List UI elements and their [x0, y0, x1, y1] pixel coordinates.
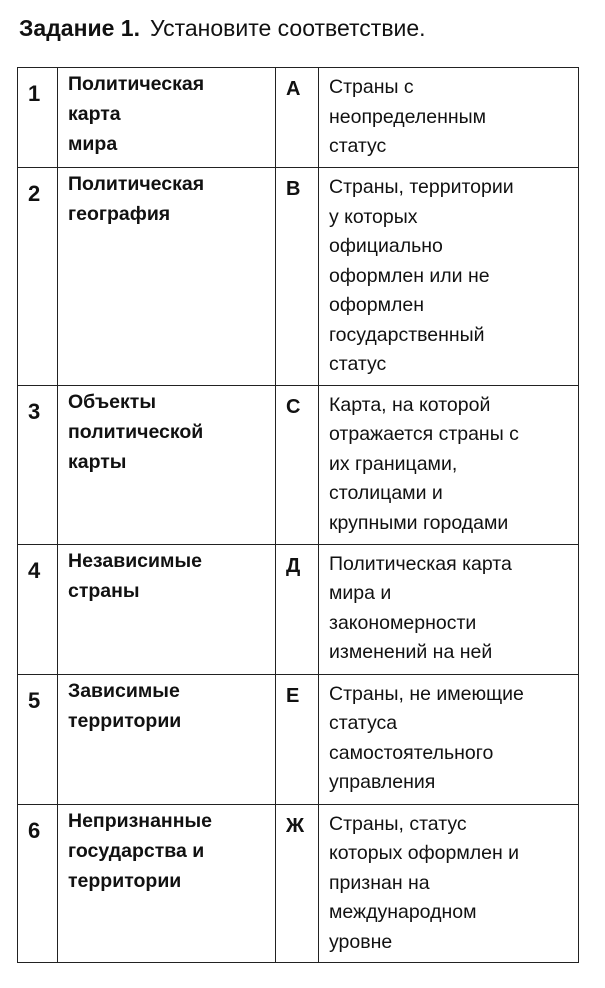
term-line: география [68, 203, 171, 225]
definition-line: отражается страны с [329, 423, 519, 445]
term-cell [58, 804, 276, 963]
definition-line: государственный [329, 323, 485, 346]
task-heading [19, 13, 426, 43]
option-letter: Е [276, 674, 319, 804]
option-letter: В [276, 168, 319, 386]
definition-line: уровне [329, 930, 393, 953]
table-row [18, 68, 579, 168]
definition-cell [319, 674, 579, 804]
definition-line: столицами и [329, 482, 443, 504]
definition-line: неопределенным [329, 105, 487, 128]
definition-line: признан на [329, 871, 430, 894]
definition-line: статус [329, 353, 387, 375]
task-instruction: Установите соответствие. [150, 15, 426, 41]
term-line: политической [68, 420, 204, 443]
term-line: Политическая [68, 73, 205, 95]
row-number: 4 [18, 544, 58, 674]
term-line: страны [68, 579, 140, 602]
definition-line: которых оформлен и [329, 842, 520, 864]
definition-line: изменений на ней [329, 641, 493, 663]
option-letter: С [276, 385, 319, 544]
term-line: карта [68, 103, 121, 125]
row-number: 1 [18, 68, 58, 168]
table-row [18, 674, 579, 804]
term-cell [58, 68, 276, 168]
row-number: 3 [18, 385, 58, 544]
row-number: 5 [18, 674, 58, 804]
option-letter: Д [276, 544, 319, 674]
term-line: Непризнанные [68, 809, 212, 832]
option-letter: Ж [276, 804, 319, 963]
term-line: территории [68, 709, 182, 732]
row-number: 6 [18, 804, 58, 963]
definition-line: управления [329, 771, 436, 793]
definition-line: у которых [329, 205, 418, 228]
table-row [18, 804, 579, 963]
matching-table [17, 67, 579, 963]
term-line: карты [68, 450, 127, 473]
definition-line: оформлен [329, 294, 424, 316]
definition-line: статуса [329, 712, 398, 734]
row-number: 2 [18, 168, 58, 386]
term-cell [58, 385, 276, 544]
definition-line: Страны с [329, 76, 414, 98]
definition-line: официально [329, 235, 443, 257]
definition-line: Политическая карта [329, 552, 512, 575]
option-letter: А [276, 68, 319, 168]
definition-line: мира и [329, 582, 392, 604]
definition-cell [319, 544, 579, 674]
task-label: Задание 1. [19, 15, 140, 41]
term-line: территории [68, 869, 182, 892]
definition-line: их границами, [329, 452, 458, 475]
definition-cell [319, 804, 579, 963]
table-row [18, 544, 579, 674]
definition-line: Страны, статус [329, 812, 467, 835]
term-line: Независимые [68, 549, 202, 572]
term-line: Зависимые [68, 679, 180, 702]
term-line: мира [68, 133, 118, 155]
term-line: государства и [68, 839, 205, 862]
term-line: Объекты [68, 390, 156, 413]
term-cell [58, 674, 276, 804]
matching-table-body [18, 68, 579, 963]
definition-line: Страны, не имеющие [329, 682, 524, 705]
table-row [18, 385, 579, 544]
definition-line: самостоятельного [329, 741, 494, 764]
definition-cell [319, 385, 579, 544]
term-cell [58, 168, 276, 386]
definition-line: статус [329, 135, 387, 157]
term-line: Политическая [68, 173, 205, 195]
table-row [18, 168, 579, 386]
definition-cell [319, 168, 579, 386]
definition-line: Страны, территории [329, 176, 514, 198]
definition-line: закономерности [329, 611, 477, 634]
term-cell [58, 544, 276, 674]
definition-line: крупными городами [329, 511, 509, 534]
definition-line: международном [329, 901, 477, 923]
definition-line: оформлен или не [329, 264, 490, 287]
definition-cell [319, 68, 579, 168]
definition-line: Карта, на которой [329, 393, 491, 416]
